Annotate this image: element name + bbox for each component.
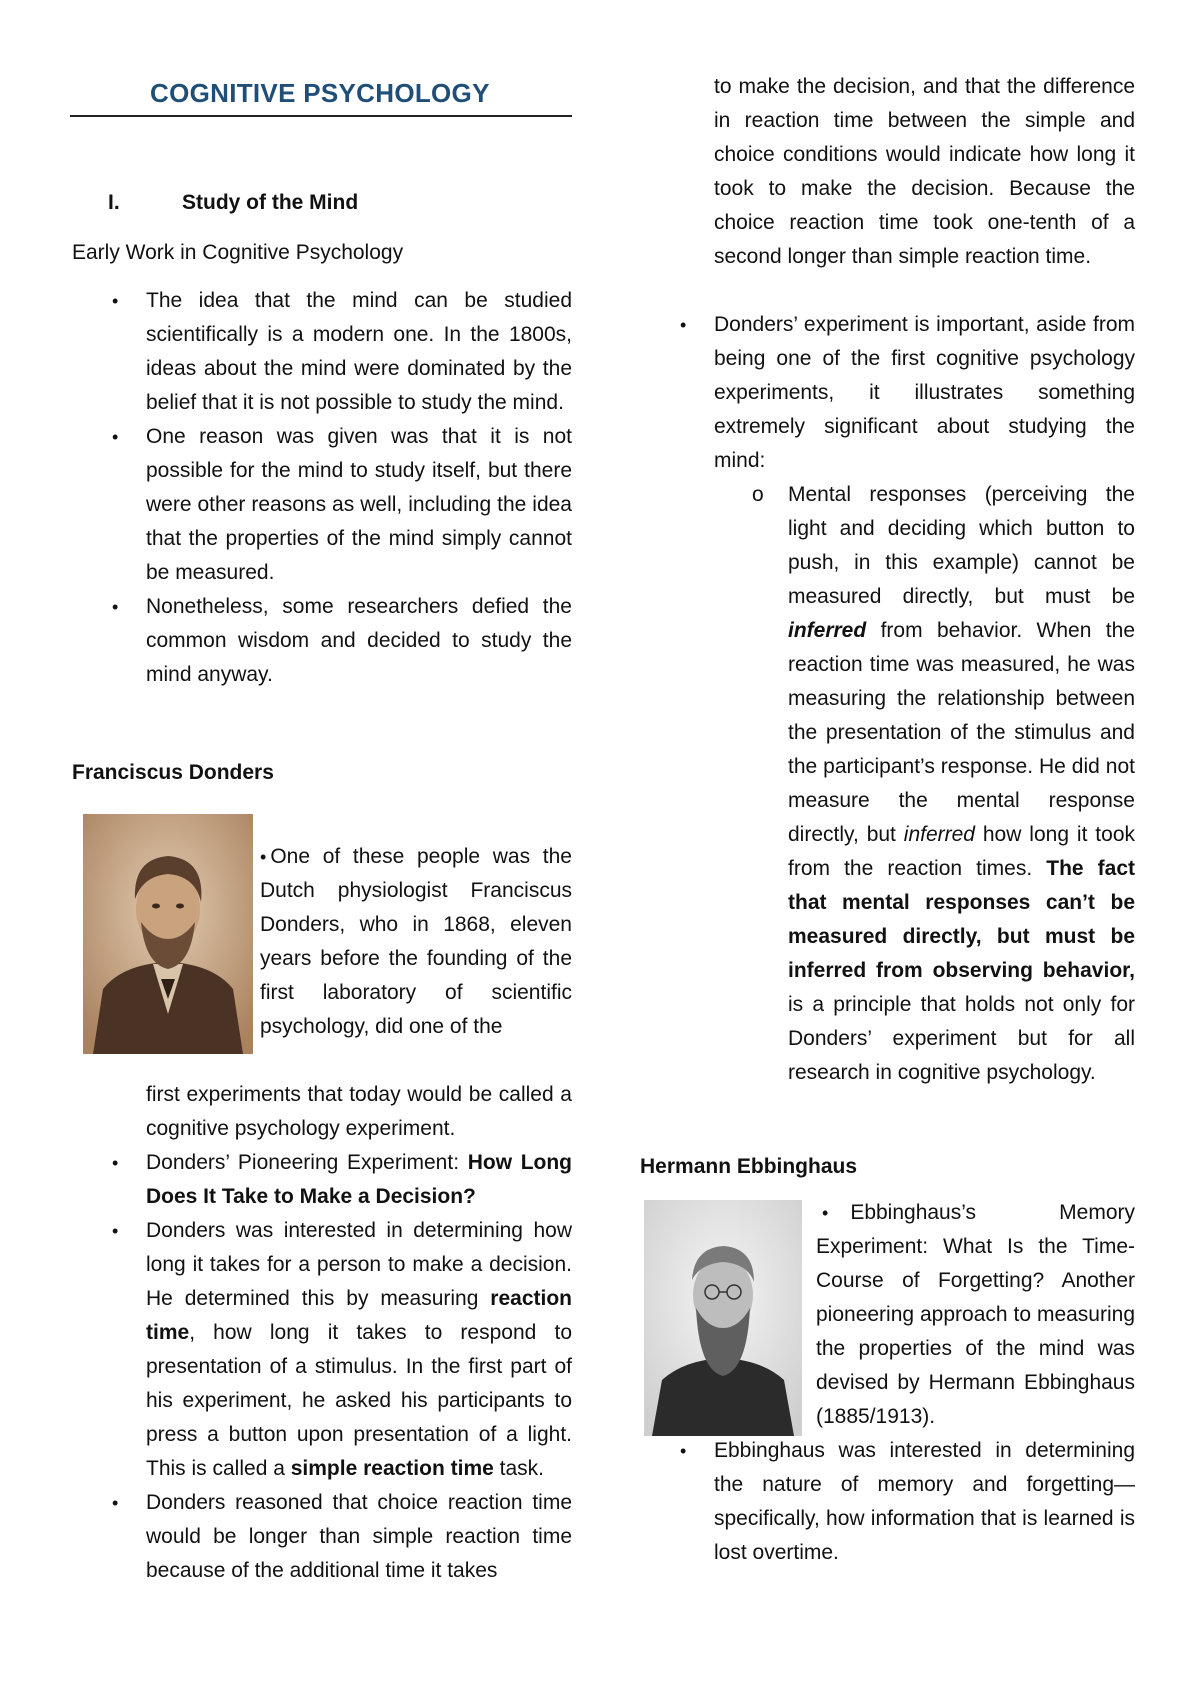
list-item-text: , how long it takes to respond to presentation of a stimulus. In the first part of his experiment, he asked his participants to press a button upon presentation of a light. This is called a — [146, 1321, 572, 1480]
section-title: Study of the Mind — [182, 191, 359, 214]
list-item-text: Donders was interested in determining how long it takes for a person to make a decision. He determined this by measuring — [146, 1219, 572, 1310]
term-simple-reaction-time: simple reaction time — [290, 1457, 494, 1480]
key-principle: The fact that mental responses can’t be measured directly, but must be inferred from observing behavior, — [788, 857, 1136, 982]
sub-item-text: is a principle that holds not only for Donders’ experiment but for all research in cognitive psychology. — [788, 993, 1135, 1084]
list-item — [72, 284, 572, 420]
ebbinghaus-wrap-text: Ebbinghaus’s Memory Experiment: What Is the Time-Course of Forgetting? Another pioneering approach to measuring the properties of the mind was devised by Hermann Ebbinghaus (1885/1913). — [816, 1201, 1135, 1428]
list-item-text: Donders reasoned that choice reaction time would be longer than simple reaction time because of the additional time it takes — [146, 1491, 572, 1582]
term-reaction-time: reaction time — [146, 1287, 572, 1344]
early-work-heading: Early Work in Cognitive Psychology — [72, 241, 404, 264]
list-item-text: Ebbinghaus was interested in determining the nature of memory and forgetting—specifically, how information that is learned is lost overtime. — [714, 1439, 1135, 1564]
bullet-icon: • — [112, 1221, 119, 1241]
list-item-text: Donders’ experiment is important, aside from being one of the first cognitive psychology experiments, it illustrates something extremely significant about studying the mind: — [714, 313, 1135, 472]
ebbinghaus-heading: Hermann Ebbinghaus — [640, 1155, 858, 1178]
term-inferred: inferred — [788, 619, 867, 642]
donders-wrap-continuation: first experiments that today would be called a cognitive psychology experiment. — [146, 1083, 572, 1140]
list-item — [640, 308, 1135, 478]
list-item — [72, 420, 572, 590]
list-item — [640, 1434, 1135, 1570]
bullet-icon: • — [822, 1203, 829, 1223]
list-item — [72, 1146, 572, 1214]
title-underline — [70, 115, 572, 117]
sub-item-text: how long it took from the reaction times. — [788, 823, 1135, 880]
list-item-emphasis: How Long Does It Take to Make a Decision? — [146, 1151, 572, 1208]
list-item-text: Donders’ Pioneering Experiment: — [146, 1151, 468, 1174]
continued-paragraph: to make the decision, and that the difference in reaction time between the simple and choice conditions would indicate how long it took to make the decision. Because the choice reaction time took one-tenth of a second longer than simple reaction time. — [714, 75, 1135, 268]
bullet-icon: • — [112, 597, 119, 617]
list-item-text: Nonetheless, some researchers defied the common wisdom and decided to study the mind anyway. — [146, 595, 572, 686]
bullet-icon: • — [680, 1441, 687, 1461]
bullet-icon: • — [112, 1493, 119, 1513]
list-item-text: task. — [493, 1457, 544, 1480]
donders-heading: Franciscus Donders — [72, 761, 274, 784]
donders-list — [72, 1146, 572, 1588]
donders-portrait — [83, 814, 253, 1054]
sub-item-text: Mental responses (perceiving the light and deciding which button to push, in this example) cannot be measured directly, but must be — [788, 483, 1135, 608]
sub-list-item — [752, 478, 1136, 1090]
ebbinghaus-portrait — [644, 1200, 802, 1436]
bullet-icon: • — [260, 847, 267, 867]
donders-wrap-text: One of these people was the Dutch physiologist Franciscus Donders, who in 1868, eleven years before the founding of the first laboratory of scientific psychology, did one of the — [260, 845, 572, 1038]
sub-item-text: from behavior. When the reaction time was measured, he was measuring the relationship between the presentation of the stimulus and the participant’s response. He did not measure the mental response directly, but — [788, 619, 1135, 846]
list-item-text: The idea that the mind can be studied scientifically is a modern one. In the 1800s, ideas about the mind were dominated by the belief that it is not possible to study the mind. — [146, 289, 572, 414]
bullet-icon: • — [112, 427, 119, 447]
list-item-text: One reason was given was that it is not possible for the mind to study itself, but there were other reasons as well, including the idea that the properties of the mind simply cannot be measured. — [146, 425, 572, 584]
donders-wrap-paragraph — [260, 840, 572, 1044]
section-number: I. — [108, 191, 120, 214]
bullet-icon: • — [112, 1153, 119, 1173]
list-item — [72, 1214, 572, 1486]
page-title: COGNITIVE PSYCHOLOGY — [150, 78, 490, 108]
bullet-icon: • — [112, 291, 119, 311]
circle-bullet-icon: o — [752, 483, 764, 506]
ebbinghaus-wrap-paragraph — [816, 1196, 1135, 1434]
ebbinghaus-list — [640, 1434, 1135, 1570]
early-work-list — [72, 284, 572, 692]
bullet-icon: • — [680, 315, 687, 335]
term-inferred: inferred — [903, 823, 975, 846]
list-item — [72, 1486, 572, 1588]
donders-importance-list — [640, 308, 1135, 478]
list-item — [72, 590, 572, 692]
